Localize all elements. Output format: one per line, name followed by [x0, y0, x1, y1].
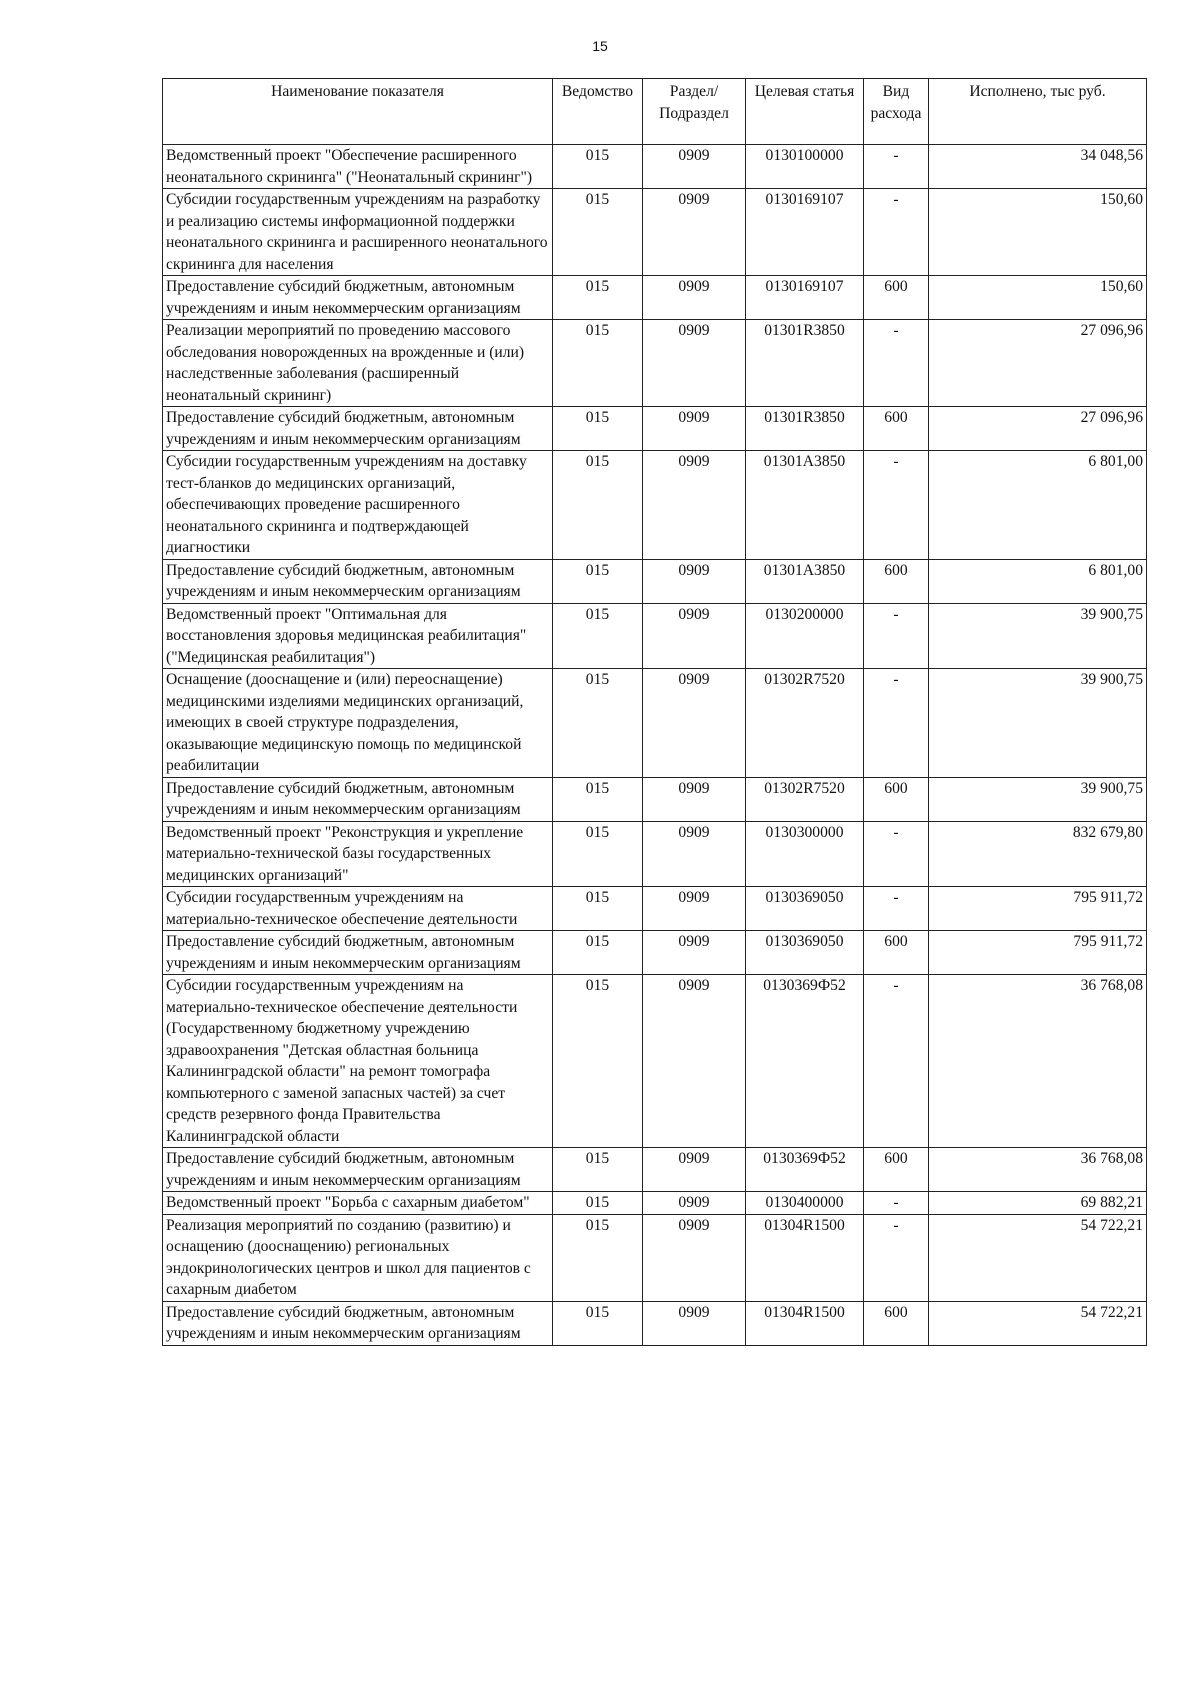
row-amount: 39 900,75 [929, 777, 1147, 821]
table-row [163, 821, 1147, 887]
row-target: 01304R1500 [746, 1301, 864, 1345]
table-row [163, 931, 1147, 975]
row-type: - [864, 821, 929, 887]
row-type: 600 [864, 777, 929, 821]
table-row [163, 1148, 1147, 1192]
row-type: 600 [864, 1301, 929, 1345]
table-row [163, 975, 1147, 1148]
row-name: Реализации мероприятий по проведению массового обследования новорожденных на врожденные и (или) наследственные заболевания (расширенный неонатальный скрининг) [163, 320, 553, 407]
row-dept: 015 [553, 931, 643, 975]
row-amount: 150,60 [929, 189, 1147, 276]
row-dept: 015 [553, 777, 643, 821]
row-target: 0130169107 [746, 189, 864, 276]
row-section: 0909 [643, 975, 746, 1148]
row-name: Ведомственный проект "Обеспечение расширенного неонатального скрининга" ("Неонатальный скрининг") [163, 145, 553, 189]
row-dept: 015 [553, 603, 643, 669]
row-type: 600 [864, 931, 929, 975]
row-target: 01301R3850 [746, 320, 864, 407]
row-section: 0909 [643, 931, 746, 975]
row-amount: 27 096,96 [929, 320, 1147, 407]
row-target: 0130200000 [746, 603, 864, 669]
row-type: - [864, 189, 929, 276]
header-executed: Исполнено, тыс руб. [929, 79, 1147, 145]
row-target: 01302R7520 [746, 777, 864, 821]
row-dept: 015 [553, 1214, 643, 1301]
row-type: - [864, 669, 929, 778]
row-amount: 36 768,08 [929, 975, 1147, 1148]
row-name: Предоставление субсидий бюджетным, автономным учреждениям и иным некоммерческим организациям [163, 777, 553, 821]
row-section: 0909 [643, 887, 746, 931]
row-dept: 015 [553, 189, 643, 276]
row-section: 0909 [643, 1192, 746, 1215]
row-section: 0909 [643, 276, 746, 320]
row-target: 01302R7520 [746, 669, 864, 778]
row-type: - [864, 451, 929, 560]
table-row [163, 276, 1147, 320]
row-target: 01301R3850 [746, 407, 864, 451]
row-dept: 015 [553, 407, 643, 451]
table-row [163, 320, 1147, 407]
table-row [163, 887, 1147, 931]
row-dept: 015 [553, 887, 643, 931]
table-row [163, 1301, 1147, 1345]
row-target: 0130169107 [746, 276, 864, 320]
row-name: Ведомственный проект "Борьба с сахарным диабетом" [163, 1192, 553, 1215]
row-amount: 150,60 [929, 276, 1147, 320]
row-amount: 6 801,00 [929, 559, 1147, 603]
row-amount: 795 911,72 [929, 887, 1147, 931]
row-amount: 39 900,75 [929, 603, 1147, 669]
row-type: 600 [864, 559, 929, 603]
page-number: 15 [592, 38, 608, 54]
row-name: Предоставление субсидий бюджетным, автономным учреждениям и иным некоммерческим организациям [163, 1148, 553, 1192]
row-target: 0130100000 [746, 145, 864, 189]
table-row [163, 145, 1147, 189]
row-type: - [864, 975, 929, 1148]
row-section: 0909 [643, 189, 746, 276]
row-section: 0909 [643, 407, 746, 451]
row-name: Субсидии государственным учреждениям на разработку и реализацию системы информационной поддержки неонатального скрининга и расширенного неонатального скрининга для населения [163, 189, 553, 276]
header-dept: Ведомство [553, 79, 643, 145]
row-amount: 795 911,72 [929, 931, 1147, 975]
row-amount: 54 722,21 [929, 1214, 1147, 1301]
row-amount: 34 048,56 [929, 145, 1147, 189]
row-target: 01301А3850 [746, 559, 864, 603]
row-dept: 015 [553, 1301, 643, 1345]
row-section: 0909 [643, 559, 746, 603]
row-type: - [864, 1192, 929, 1215]
row-dept: 015 [553, 320, 643, 407]
row-type: - [864, 603, 929, 669]
budget-table [162, 78, 1147, 1346]
row-section: 0909 [643, 669, 746, 778]
row-section: 0909 [643, 777, 746, 821]
row-dept: 015 [553, 559, 643, 603]
row-dept: 015 [553, 821, 643, 887]
row-name: Предоставление субсидий бюджетным, автономным учреждениям и иным некоммерческим организациям [163, 1301, 553, 1345]
row-name: Предоставление субсидий бюджетным, автономным учреждениям и иным некоммерческим организациям [163, 407, 553, 451]
header-section: Раздел/ Подраздел [643, 79, 746, 145]
row-dept: 015 [553, 975, 643, 1148]
table-row [163, 559, 1147, 603]
row-section: 0909 [643, 145, 746, 189]
row-name: Субсидии государственным учреждениям на материально-техническое обеспечение деятельности (Государственному бюджетному учреждению здравоохранения "Детская областная больница Калининградской области" на ремонт томографа компьютерного с заменой запасных частей) за счет средств резервного фонда Правительства Калининградской области [163, 975, 553, 1148]
table-row [163, 1214, 1147, 1301]
row-dept: 015 [553, 669, 643, 778]
row-dept: 015 [553, 1192, 643, 1215]
row-target: 0130369050 [746, 887, 864, 931]
row-section: 0909 [643, 1214, 746, 1301]
row-dept: 015 [553, 451, 643, 560]
row-name: Субсидии государственным учреждениям на доставку тест-бланков до медицинских организаций, обеспечивающих проведение расширенного неонатального скрининга и подтверждающей диагностики [163, 451, 553, 560]
row-dept: 015 [553, 1148, 643, 1192]
row-name: Предоставление субсидий бюджетным, автономным учреждениям и иным некоммерческим организациям [163, 559, 553, 603]
row-section: 0909 [643, 320, 746, 407]
row-amount: 54 722,21 [929, 1301, 1147, 1345]
table-row [163, 451, 1147, 560]
header-target: Целевая статья [746, 79, 864, 145]
row-dept: 015 [553, 276, 643, 320]
row-type: - [864, 1214, 929, 1301]
row-target: 0130300000 [746, 821, 864, 887]
table-header-row [163, 79, 1147, 145]
row-target: 01304R1500 [746, 1214, 864, 1301]
row-section: 0909 [643, 821, 746, 887]
table-row [163, 189, 1147, 276]
row-name: Оснащение (дооснащение и (или) переоснащение) медицинскими изделиями медицинских организаций, имеющих в своей структуре подразделения, оказывающие медицинскую помощь по медицинской реабилитации [163, 669, 553, 778]
row-section: 0909 [643, 451, 746, 560]
row-amount: 69 882,21 [929, 1192, 1147, 1215]
row-amount: 832 679,80 [929, 821, 1147, 887]
row-amount: 6 801,00 [929, 451, 1147, 560]
table-row [163, 669, 1147, 778]
row-type: - [864, 887, 929, 931]
row-name: Ведомственный проект "Реконструкция и укрепление материально-технической базы государственных медицинских организаций" [163, 821, 553, 887]
row-name: Субсидии государственным учреждениям на материально-техническое обеспечение деятельности [163, 887, 553, 931]
row-dept: 015 [553, 145, 643, 189]
row-type: 600 [864, 1148, 929, 1192]
row-type: - [864, 320, 929, 407]
header-name: Наименование показателя [163, 79, 553, 145]
row-type: 600 [864, 276, 929, 320]
header-type: Вид расхода [864, 79, 929, 145]
row-target: 0130400000 [746, 1192, 864, 1215]
table-row [163, 407, 1147, 451]
row-amount: 27 096,96 [929, 407, 1147, 451]
row-target: 0130369050 [746, 931, 864, 975]
row-amount: 39 900,75 [929, 669, 1147, 778]
table-row [163, 1192, 1147, 1215]
row-name: Реализация мероприятий по созданию (развитию) и оснащению (дооснащению) региональных эндокринологических центров и школ для пациентов с сахарным диабетом [163, 1214, 553, 1301]
row-amount: 36 768,08 [929, 1148, 1147, 1192]
row-name: Ведомственный проект "Оптимальная для восстановления здоровья медицинская реабилитация" ("Медицинская реабилитация") [163, 603, 553, 669]
table-row [163, 777, 1147, 821]
row-name: Предоставление субсидий бюджетным, автономным учреждениям и иным некоммерческим организациям [163, 931, 553, 975]
row-target: 0130369Ф52 [746, 975, 864, 1148]
row-target: 0130369Ф52 [746, 1148, 864, 1192]
row-type: 600 [864, 407, 929, 451]
table-row [163, 603, 1147, 669]
row-section: 0909 [643, 1148, 746, 1192]
row-section: 0909 [643, 603, 746, 669]
row-section: 0909 [643, 1301, 746, 1345]
row-type: - [864, 145, 929, 189]
row-name: Предоставление субсидий бюджетным, автономным учреждениям и иным некоммерческим организациям [163, 276, 553, 320]
row-target: 01301А3850 [746, 451, 864, 560]
